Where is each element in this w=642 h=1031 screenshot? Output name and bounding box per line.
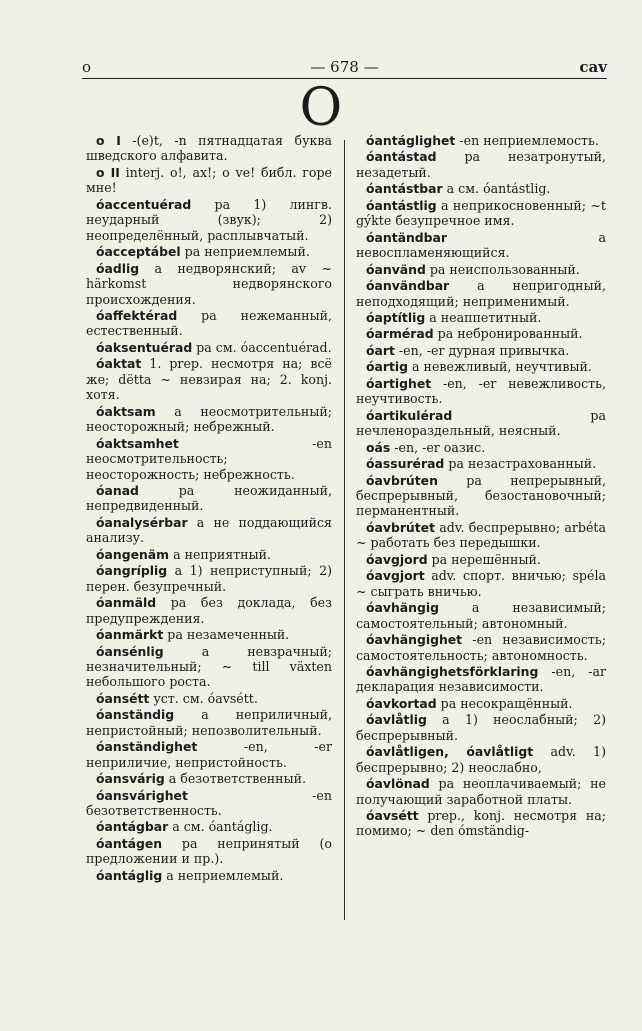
entry-definition: pa незастрахованный. [444, 456, 597, 472]
entry-definition: a непригодный, неподходящий; неприменимый. [356, 278, 606, 309]
header-rule [82, 78, 607, 79]
entry-headword: óaktat [96, 356, 142, 372]
entry-headword: óanständig [96, 707, 175, 723]
entry-definition: pa незамеченный. [163, 627, 290, 643]
entry-headword: oás [366, 439, 391, 455]
entry-headword: óaktsamhet [96, 435, 179, 451]
entry-definition: pa несокращённый. [436, 695, 573, 711]
entry-headword: óantáglig [96, 867, 163, 883]
dictionary-entry [86, 165, 332, 196]
dictionary-entry [86, 836, 332, 867]
entry-headword: óanvändbar [366, 278, 450, 294]
entry-definition: adv. беспрерывно; arbéta ~ работать без передышки. [356, 519, 606, 551]
entry-definition: pa нерешённый. [427, 551, 541, 567]
entry-definition: adv. спорт. вничью; spéla ~ сыграть вничью. [356, 568, 606, 599]
dictionary-entry [86, 133, 332, 164]
dictionary-entry [356, 440, 606, 455]
entry-headword: óantástbar [366, 181, 443, 197]
entry-definition: pa непрерывный, беспрерывный, безостановочный; перманентный. [356, 472, 606, 519]
entry-definition: a невоспламеняющийся. [356, 229, 606, 261]
entry-headword: óansétt [96, 690, 150, 706]
entry-headword: óavsétt [366, 808, 419, 824]
dictionary-entry [86, 356, 332, 402]
dictionary-entry [356, 473, 606, 519]
dictionary-entry [356, 552, 606, 567]
entry-headword: óavbrútet [366, 519, 436, 535]
entry-definition: -en, -er невежливость, неучтивость. [356, 375, 606, 407]
entry-definition: a недворянский; av ~ härkomst недворянского происхождения. [86, 260, 332, 307]
entry-definition: a безответственный. [164, 771, 306, 787]
entry-headword: óaccentuérad [96, 196, 192, 212]
entry-definition: pa незатронутый, незадетый. [356, 149, 606, 180]
dictionary-entry [356, 568, 606, 599]
page-header [82, 58, 607, 78]
entry-headword: óansénlig [96, 643, 164, 659]
dictionary-entry [356, 149, 606, 180]
entry-headword: óaksentuérad [96, 339, 193, 355]
entry-headword: óartighet [366, 375, 432, 391]
dictionary-entry [356, 310, 606, 325]
dictionary-entry [356, 278, 606, 309]
dictionary-entry [356, 343, 606, 358]
dictionary-entry [86, 819, 332, 834]
entry-headword: óangenäm [96, 546, 170, 562]
dictionary-entry [86, 197, 332, 243]
header-letter: o [82, 58, 92, 76]
dictionary-entry [356, 632, 606, 663]
entry-headword: óantágen [96, 835, 163, 851]
dictionary-entry [86, 483, 332, 514]
dictionary-entry [356, 326, 606, 341]
entry-headword: óaktsam [96, 403, 156, 419]
entry-headword: óantändbar [366, 229, 448, 245]
dictionary-entry [86, 739, 332, 770]
entry-headword: óantástlig [366, 197, 437, 213]
entry-definition: adv. 1) беспрерывно; 2) неослабно, [356, 744, 606, 775]
entry-definition: a невзрачный; незначительный; ~ till växten небольшого роста. [86, 643, 332, 690]
entry-definition: -en независимость; самостоятельность; автономность. [356, 632, 606, 663]
dictionary-entry [356, 712, 606, 743]
entry-headword: óavbrúten [366, 472, 438, 488]
dictionary-entry [356, 408, 606, 439]
page-number: — 678 — [310, 58, 379, 76]
entry-definition: a неосмотрительный; неосторожный; небрежный. [86, 403, 332, 435]
entry-definition: -(e)t, -n пятнадцатая буква шведского алфавита. [86, 133, 333, 164]
entry-headword: o I [96, 133, 121, 148]
entry-headword: óantáglighet [366, 133, 456, 148]
entry-definition: уст. см. óavsétt. [149, 690, 258, 706]
dictionary-entry [86, 595, 332, 626]
entry-definition: a неприемлемый. [162, 867, 284, 883]
entry-headword: óantágbar [96, 819, 169, 835]
dictionary-entry [86, 691, 332, 706]
dictionary-entry [86, 308, 332, 339]
dictionary-entry [356, 262, 606, 277]
entry-definition: pa неиспользованный. [425, 261, 580, 277]
dictionary-entry [356, 181, 606, 196]
entry-definition: 1. prep. несмотря на; всё же; dëtta ~ невзирая на; 2. konj. хотя. [86, 356, 332, 403]
entry-headword: óacceptábel [96, 244, 181, 260]
dictionary-entry [356, 664, 606, 695]
dictionary-entry [86, 340, 332, 355]
entry-headword: óanad [96, 482, 139, 498]
entry-definition: pa неоплачиваемый; не получающий заработной платы. [356, 776, 606, 807]
entry-definition: a не поддающийся анализу. [86, 514, 332, 546]
entry-headword: óassurérad [366, 456, 445, 472]
entry-headword: óarmérad [366, 326, 434, 342]
dictionary-entry [86, 261, 332, 307]
entry-headword: óavkortad [366, 695, 437, 711]
dictionary-entry [86, 788, 332, 819]
entry-definition: a см. óantástlig. [442, 181, 551, 197]
entry-definition: -en безответственность. [86, 787, 332, 819]
entry-definition: pa неприемлемый. [180, 244, 310, 260]
dictionary-entry [86, 627, 332, 642]
entry-headword: óanvänd [366, 261, 426, 277]
entry-definition: pa без доклада, без предупреждения. [86, 595, 332, 626]
entry-definition: a неприличный, непристойный; непозволительный. [86, 707, 332, 738]
entry-headword: óantástad [366, 149, 437, 165]
dictionary-entry [86, 244, 332, 259]
dictionary-entry [356, 520, 606, 551]
entry-headword: óanmärkt [96, 627, 164, 643]
entry-headword: óaffektérad [96, 307, 178, 323]
entry-headword: óartikulérad [366, 407, 453, 423]
entry-headword: óanmäld [96, 595, 157, 611]
dictionary-entry [356, 696, 606, 711]
dictionary-entry [86, 436, 332, 482]
entry-definition: -en, -ar декларация независимости. [356, 663, 606, 695]
entry-headword: óavhängighet [366, 632, 463, 648]
right-column [356, 133, 606, 840]
entry-definition: pa неожиданный, непредвиденный. [86, 482, 332, 514]
guide-word: cav [579, 58, 607, 76]
left-column [86, 133, 332, 884]
dictionary-entry [356, 198, 606, 229]
entry-headword: óansvárighet [96, 787, 188, 803]
dictionary-entry [86, 547, 332, 562]
entry-definition: a неприкосновенный; ~t gýkte безупречное имя. [356, 197, 606, 229]
dictionary-entry [356, 359, 606, 374]
entry-definition: a неаппетитный. [425, 309, 542, 325]
entry-headword: óangríplig [96, 563, 168, 579]
entry-headword: óartig [366, 359, 409, 375]
column-divider [344, 140, 345, 920]
dictionary-entry [356, 808, 606, 839]
dictionary-entry [356, 776, 606, 807]
entry-headword: óavlåtligen, óavlåtligt [366, 744, 534, 760]
entry-headword: óavlåtlig [366, 712, 427, 728]
entry-definition: a неприятный. [169, 546, 271, 562]
dictionary-entry [356, 376, 606, 407]
dictionary-entry [86, 563, 332, 594]
entry-headword: óadlig [96, 260, 140, 276]
dictionary-entry [356, 744, 606, 775]
dictionary-entry [356, 230, 606, 261]
entry-headword: óavgjord [366, 551, 428, 567]
entry-definition: interj. o!, ax!; o ve! библ. горе мне! [86, 164, 332, 196]
dictionary-entry [86, 515, 332, 546]
dictionary-entry [356, 456, 606, 471]
entry-definition: -en, -er дурная привычка. [394, 342, 570, 358]
dictionary-entry [86, 404, 332, 435]
entry-definition: prep., konj. несмотря на; помимо; ~ den ómständig- [356, 808, 606, 839]
entry-headword: óansvárig [96, 771, 165, 787]
entry-definition: a 1) неприступный; 2) перен. безупречный. [86, 563, 332, 594]
entry-headword: óanständighet [96, 739, 198, 755]
entry-definition: -en неосмотрительность; неосторожность; небрежность. [86, 435, 332, 482]
dictionary-entry [86, 644, 332, 690]
entry-definition: pa см. óaccentuérad. [192, 339, 332, 355]
dictionary-entry [86, 707, 332, 738]
section-letter: O [299, 78, 343, 138]
entry-definition: a невежливый, неучтивый. [408, 359, 592, 375]
dictionary-entry [86, 868, 332, 883]
entry-headword: o II [96, 164, 120, 180]
entry-headword: óavlönad [366, 776, 430, 792]
entry-definition: a 1) неослабный; 2) беспрерывный. [356, 712, 606, 743]
entry-headword: óavhängighetsförklaring [366, 663, 539, 679]
entry-headword: óavhängig [366, 600, 439, 616]
entry-definition: pa 1) лингв. неударный (звук); 2) неопределённый, расплывчатый. [86, 196, 332, 243]
entry-definition: pa нечленораздельный, неясный. [356, 407, 606, 439]
entry-definition: pa небронированный. [433, 326, 583, 342]
entry-headword: óart [366, 342, 395, 358]
entry-definition: a см. óantáglig. [168, 819, 273, 835]
entry-headword: óanalysérbar [96, 514, 188, 530]
entry-definition: pa нежеманный, естественный. [86, 307, 332, 339]
entry-headword: óavgjort [366, 568, 425, 584]
entry-definition: -en, -er оазис. [390, 439, 486, 455]
entry-definition: a независимый; самостоятельный; автономный. [356, 600, 606, 631]
dictionary-entry [356, 600, 606, 631]
dictionary-entry [356, 133, 606, 148]
entry-definition: pa непринятый (о предложении и пр.). [86, 835, 332, 867]
entry-headword: óaptítlig [366, 309, 426, 325]
dictionary-entry [86, 771, 332, 786]
entry-definition: -en, -er неприличие, непристойность. [86, 739, 332, 770]
entry-definition: -en неприемлемость. [455, 133, 599, 148]
